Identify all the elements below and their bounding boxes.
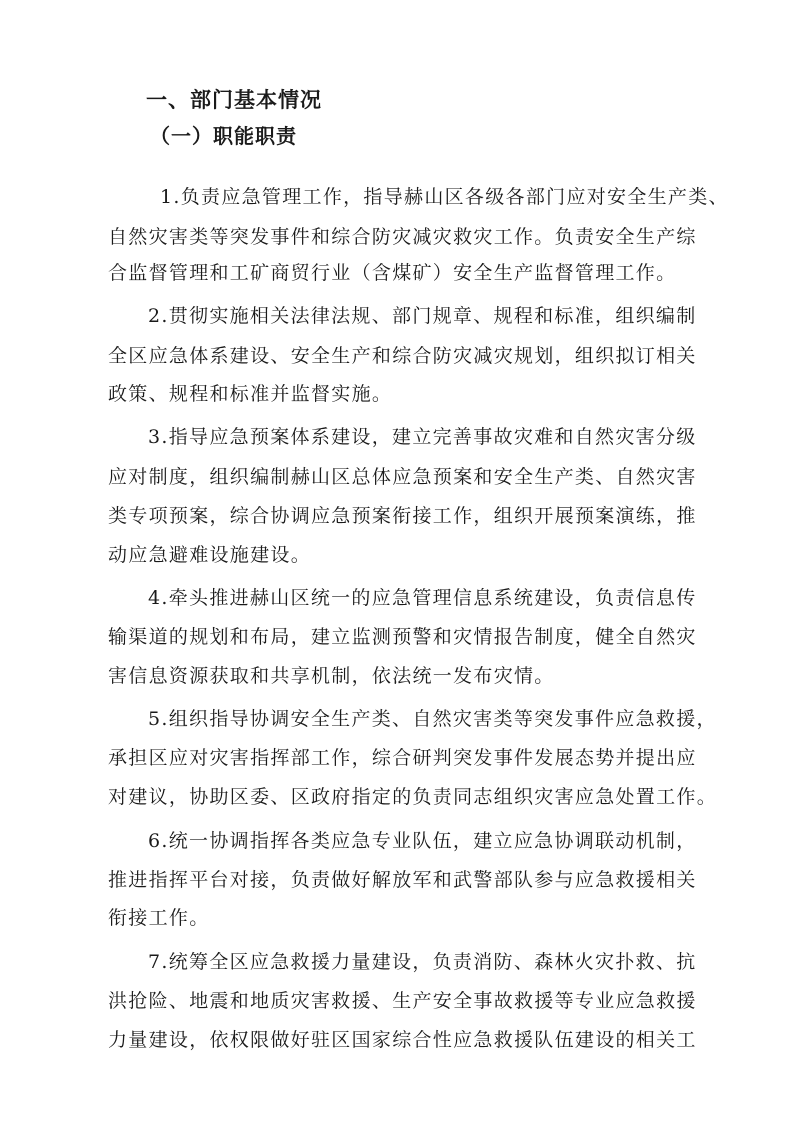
paragraph-line: 6.统一协调指挥各类应急专业队伍，建立应急协调联动机制， bbox=[148, 830, 697, 852]
paragraph-line: 对建议，协助区委、区政府指定的负责同志组织灾害应急处置工作。 bbox=[108, 786, 718, 808]
paragraph-line: 害信息资源获取和共享机制，依法统一发布灾情。 bbox=[108, 665, 555, 687]
paragraph-line: 5.组织指导协调安全生产类、自然灾害类等突发事件应急救援， bbox=[148, 708, 717, 730]
paragraph-line: 动应急避难设施建设。 bbox=[108, 544, 312, 566]
paragraph-line: 2.贯彻实施相关法律法规、部门规章、规程和标准，组织编制 bbox=[148, 305, 697, 327]
paragraph-line: 洪抢险、地震和地质灾害救援、生产安全事故救援等专业应急救援 bbox=[108, 990, 697, 1012]
paragraph-line: 4.牵头推进赫山区统一的应急管理信息系统建设，负责信息传 bbox=[148, 587, 697, 609]
paragraph-line: 自然灾害类等突发事件和综合防灾减灾救灾工作。负责安全生产综 bbox=[108, 226, 697, 248]
paragraph-line: 3.指导应急预案体系建设，建立完善事故灾难和自然灾害分级 bbox=[148, 426, 697, 448]
paragraph-line: 7.统筹全区应急救援力量建设，负责消防、森林火灾扑救、抗 bbox=[148, 951, 697, 973]
paragraph-line: 推进指挥平台对接，负责做好解放军和武警部队参与应急救援相关 bbox=[108, 869, 697, 891]
paragraph-line: 承担区应对灾害指挥部工作，综合研判突发事件发展态势并提出应 bbox=[108, 747, 697, 769]
paragraph-line: 输渠道的规划和布局，建立监测预警和灾情报告制度，健全自然灾 bbox=[108, 626, 697, 648]
paragraph-line: 1.负责应急管理工作，指导赫山区各级各部门应对安全生产类、 bbox=[160, 186, 729, 208]
paragraph-line: 力量建设，依权限做好驻区国家综合性应急救援队伍建设的相关工 bbox=[108, 1029, 697, 1051]
paragraph-line: 合监督管理和工矿商贸行业（含煤矿）安全生产监督管理工作。 bbox=[108, 262, 677, 284]
paragraph-line: 政策、规程和标准并监督实施。 bbox=[108, 383, 393, 405]
paragraph-line: 全区应急体系建设、安全生产和综合防灾减灾规划，组织拟订相关 bbox=[108, 345, 697, 367]
paragraph-line: 应对制度，组织编制赫山区总体应急预案和安全生产类、自然灾害 bbox=[108, 466, 697, 488]
section-heading: 一、部门基本情况 bbox=[146, 88, 322, 112]
paragraph-line: 衔接工作。 bbox=[108, 907, 210, 929]
subsection-heading: （一）职能职责 bbox=[150, 124, 297, 148]
paragraph-line: 类专项预案，综合协调应急预案衔接工作，组织开展预案演练，推 bbox=[108, 505, 697, 527]
